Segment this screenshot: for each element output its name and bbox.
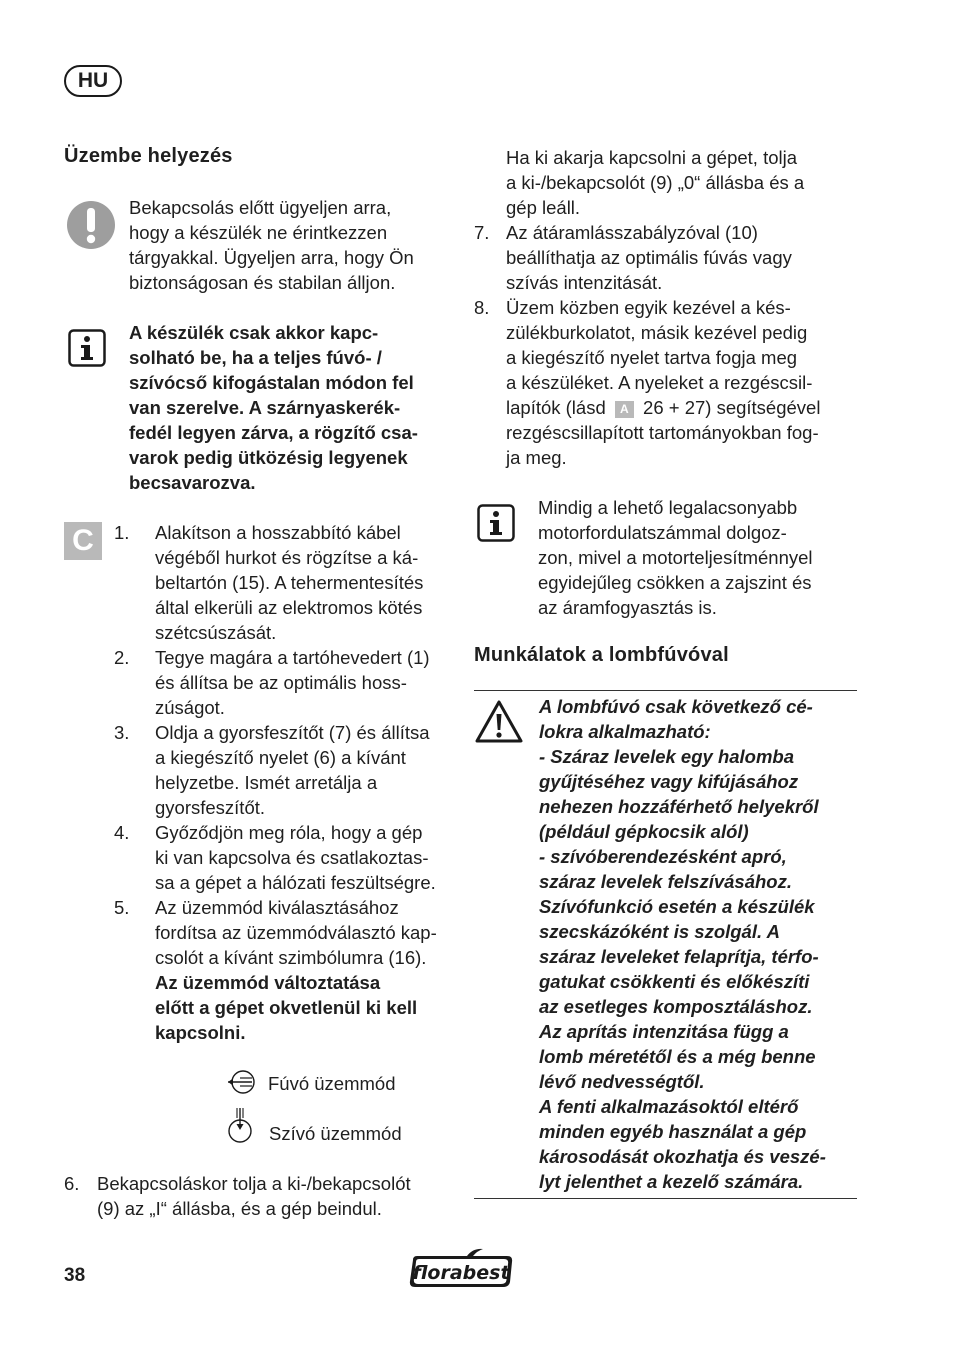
step-6-continuation: Ha ki akarja kapcsolni a gépet, tolja a ki-/bekapcsolót (9) „0“ állásba és a gép leáll. xyxy=(506,147,805,218)
caution-text: A lombfúvó csak következő cé- lokra alkalmazható: - Száraz levelek egy halomba gyűjtéséhez vagy kifújásához nehezen hozzáférhető helyekről (például gépkocsik alól) - szívóberendezésként apró, száraz levelek felszívásához. Szívófunkció esetén a készülék szecskázóként is szolgál. A száraz leveleket felaprítja, térfo- gatukat csökkenti és előkészíti az esetleges komposztáláshoz. Az aprítás intenzitása függ a lomb méretétől és a még benne lévő nedvességtől. A fenti alkalmazásoktól eltérő minden egyéb használat a gép károsodását okozhatja és veszé- lyt jelenthet a kezelő számára. xyxy=(539,696,826,1192)
blow-mode-label: Fúvó üzemmód xyxy=(268,1073,396,1094)
blow-mode-icon xyxy=(226,1069,260,1095)
info-notice-text: A készülék csak akkor kapc- solható be, ha a teljes fúvó- / szívócső kifogástalan módon fel van szerelve. A szárnyaskerék- fedél legyen zárva, a rögzítő csa- varok pedig ütközésig legyenek becsavarozva. xyxy=(129,322,418,493)
info-box-icon xyxy=(477,504,515,542)
warning-text: Bekapcsolás előtt ügyeljen arra, hogy a készülék ne érintkezzen tárgyakkal. Ügyeljen arra, hogy Ön biztonságosan és stabilan álljon. xyxy=(129,197,414,293)
info-tip-text: Mindig a lehető legalacsonyabb motorfordulatszámmal dolgoz- zon, mivel a motorteljesítménnyel egyidejűleg csökken a zajszint és az áramfogyasztás is. xyxy=(538,497,813,618)
list-item: 3. Oldja a gyorsfeszítőt (7) és állítsa a kiegészítő nyelet (6) a kívánt helyzetbe. Ismét arretálja a gyorsfeszítőt. xyxy=(114,722,430,818)
florabest-logo xyxy=(407,1248,517,1290)
figure-c-badge: C xyxy=(64,522,102,560)
operation-steps-list xyxy=(474,220,864,470)
section-title-commissioning: Üzembe helyezés xyxy=(64,145,233,167)
setup-steps-list xyxy=(114,520,459,1045)
step-6-list xyxy=(64,1171,464,1221)
suction-mode-icon xyxy=(227,1106,255,1144)
list-item: 2. Tegye magára a tartóhevedert (1) és állítsa be az optimális hoss- zúságot. xyxy=(114,647,430,718)
list-item: 6. Bekapcsoláskor tolja a ki-/bekapcsolót (9) az „I“ állásba, és a gép beindul. xyxy=(64,1173,411,1219)
warning-triangle-icon xyxy=(474,699,524,744)
figure-a-badge: A xyxy=(615,401,634,418)
list-item: 1. Alakítson a hosszabbító kábel végéből hurkot és rögzítse a ká- beltartón (15). A tehermentesítés által elkerüli az elektromos kötés szétcsúszását. xyxy=(114,522,424,643)
divider xyxy=(474,690,857,691)
list-item: 4. Győződjön meg róla, hogy a gép ki van kapcsolva és csatlakoztas- sa a gépet a hálózati feszültségre. xyxy=(114,822,436,893)
suction-mode-label: Szívó üzemmód xyxy=(269,1123,402,1144)
list-item: 7. Az átáramlásszabályzóval (10) beállíthatja az optimális fúvás vagy szívás intenzitását. xyxy=(474,222,792,293)
logo-text: florabest xyxy=(412,1262,510,1284)
section-title-leaf-blower-work: Munkálatok a lombfúvóval xyxy=(474,644,729,666)
page-number: 38 xyxy=(64,1265,86,1286)
exclamation-circle-icon xyxy=(66,200,116,250)
divider xyxy=(474,1198,857,1199)
list-item: 5. Az üzemmód kiválasztásához fordítsa az üzemmódválasztó kap- csolót a kívánt szimbólumra (16). Az üzemmód változtatása előtt a gépet okvetlenül ki kell kapcsolni. xyxy=(114,897,437,1043)
language-badge: HU xyxy=(64,65,122,97)
list-item: 8. Üzem közben egyik kezével a kés- zülékburkolatot, másik kezével pedig a kiegészítő nyelet tartva fogja meg a készüléket. A nyeleket a rezgéscsil- lapítók (lásd A 26 + 27) segítségével rezgéscsillapított tartományokban fog- ja meg. xyxy=(474,297,821,468)
info-box-icon xyxy=(68,329,106,367)
